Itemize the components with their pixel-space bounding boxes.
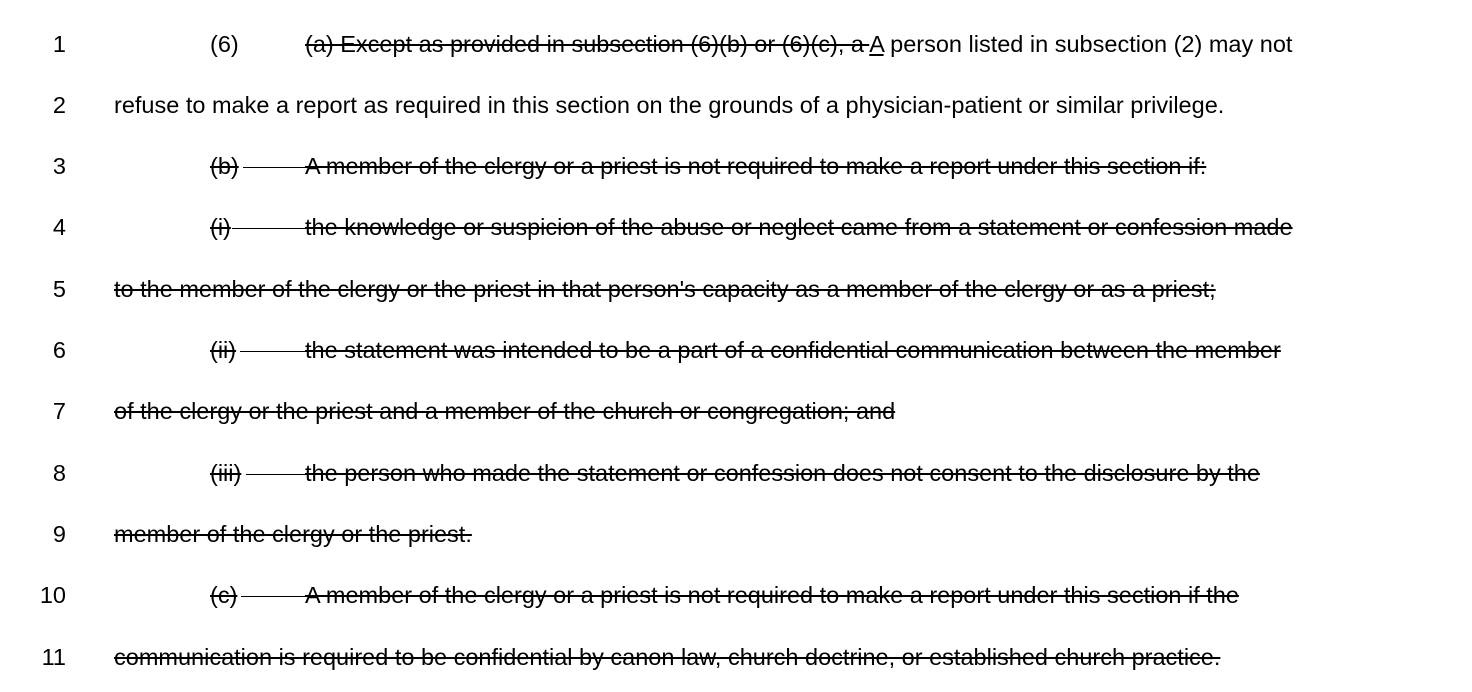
body-text: refuse to make a report as required in this section on the grounds of a physician-patient or similar privilege. <box>114 92 1225 118</box>
struck-tab-gap <box>240 351 305 352</box>
deleted-text: the knowledge or suspicion of the abuse or neglect came from a statement or confession made <box>305 214 1293 240</box>
document-line <box>0 334 1472 366</box>
line-number: 9 <box>52 521 66 547</box>
subsection-label: (c) <box>210 582 238 608</box>
line-number: 8 <box>52 460 66 486</box>
line-number: 1 <box>52 31 66 57</box>
line-number: 6 <box>52 337 66 363</box>
deleted-text: A member of the clergy or a priest is not required to make a report under this section if the <box>305 582 1239 608</box>
struck-tab-gap <box>241 596 305 597</box>
document-line <box>0 89 1472 121</box>
struck-tab-gap <box>246 474 305 475</box>
amended-text <box>305 28 1292 60</box>
subsection-label: (iii) <box>210 460 242 486</box>
document-line <box>0 150 1472 182</box>
document-line <box>0 395 1472 427</box>
deleted-text: A member of the clergy or a priest is not required to make a report under this section if: <box>305 153 1207 179</box>
line-number: 4 <box>52 214 66 240</box>
deleted-text: member of the clergy or the priest. <box>114 521 472 547</box>
struck-tab-gap <box>232 228 305 229</box>
line-number: 11 <box>41 644 66 670</box>
deleted-text: communication is required to be confidential by canon law, church doctrine, or established church practice. <box>114 644 1221 670</box>
document-line <box>0 579 1472 611</box>
document-line <box>0 457 1472 489</box>
deleted-text: of the clergy or the priest and a member of the church or congregation; and <box>114 398 896 424</box>
document-line <box>0 211 1472 243</box>
line-number: 7 <box>52 398 66 424</box>
line-number: 2 <box>52 92 66 118</box>
line-number: 3 <box>52 153 66 179</box>
deleted-text: to the member of the clergy or the priest in that person's capacity as a member of the clergy or as a priest; <box>114 276 1216 302</box>
subsection-label: (i) <box>210 214 231 240</box>
deleted-text: the statement was intended to be a part of a confidential communication between the member <box>305 337 1281 363</box>
document-line <box>0 641 1472 673</box>
line-number: 10 <box>39 582 66 608</box>
body-text: person listed in subsection (2) may not <box>883 31 1293 57</box>
struck-tab-gap <box>243 167 305 168</box>
subsection-label: (ii) <box>210 337 237 363</box>
document-line <box>0 28 1472 60</box>
deleted-text: the person who made the statement or confession does not consent to the disclosure by the <box>305 460 1260 486</box>
inserted-text: A <box>869 31 884 57</box>
subsection-label: (b) <box>210 153 239 179</box>
document-line <box>0 273 1472 305</box>
subsection-label: (6) <box>210 31 239 57</box>
deleted-text: (a) Except as provided in subsection (6)(b) or (6)(c), a <box>305 31 870 57</box>
document-line <box>0 518 1472 550</box>
line-number: 5 <box>52 276 66 302</box>
